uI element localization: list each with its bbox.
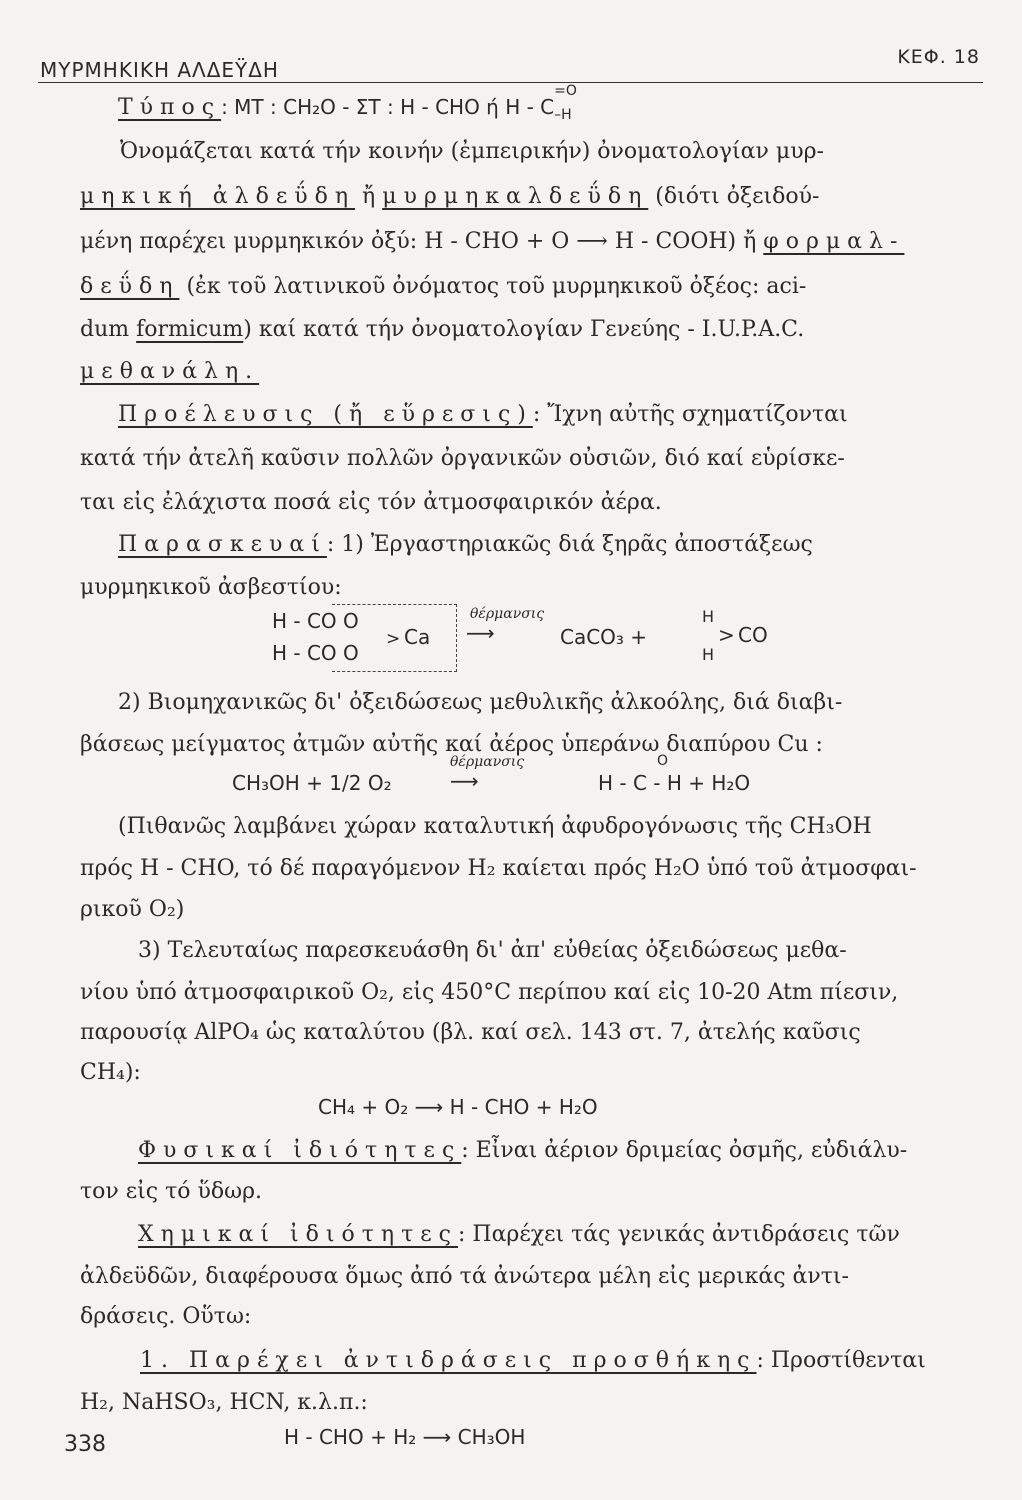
prep2-line-4: πρός H - CHO, τό δέ παραγόμενον H₂ καίεται πρός H₂O ὑπό τοῦ ἀτμοσφαι- [80, 856, 917, 881]
formula-text: : ΜΤ : CH₂O - ΣΤ : H - CHO ή H - C [221, 95, 555, 119]
naming-line-3 [80, 227, 982, 257]
prep3-line-1: 3) Τελευταίως παρεσκευάσθη δι' ἀπ' εὐθείας ὀξειδώσεως μεθα- [138, 938, 847, 963]
chemical-label: Χημικαί ἰδιότητες [138, 1222, 458, 1247]
prep-label: Παρασκευαί [118, 532, 327, 557]
naming-line-1: Ὀνομάζεται κατά τήν κοινήν (ἐμπειρικήν) ὀνοματολογίαν μυρ- [120, 139, 824, 164]
iupac-name: μεθανάλη. [80, 359, 260, 384]
chemical-line-1 [138, 1220, 982, 1250]
prep2-line-5: ρικοῦ O₂) [80, 897, 185, 922]
latin-origin: (ἐκ τοῦ λατινικοῦ ὀνόματος τοῦ μυρμηκικοῦ ὀξέος: aci- [179, 274, 807, 299]
naming-line-4 [80, 272, 982, 302]
physical-line-2: τον εἰς τό ὕδωρ. [80, 1179, 263, 1204]
aldehyde-group [554, 83, 584, 123]
origin-text-1: : Ἴχνη αὐτῆς σχηματίζονται [532, 402, 848, 427]
running-title: ΜΥΡΜΗΚΙΚΗ ΑΛΔΕΫΔΗ [40, 58, 279, 82]
prep2-line-3: (Πιθανῶς λαμβάνει χώραν καταλυτική ἀφυδρογόνωσις τῆς CH₃OH [118, 814, 872, 839]
item1-label: 1. Παρέχει ἀντιδράσεις προσθήκης [140, 1348, 757, 1373]
aldehyde-oxygen: =O [554, 83, 577, 99]
chemical-item-1-reagents: H₂, NaHSO₃, HCN, κ.λ.π.: [80, 1390, 368, 1415]
eq1-co: CO [738, 623, 768, 647]
origin-line-2: κατά τήν ἀτελῆ καῦσιν πολλῶν ὀργανικῶν οὐσιῶν, διό καί εὑρίσκε- [80, 446, 845, 471]
eq1-h-top: H [702, 607, 715, 626]
aldehyde-hydrogen: –H [554, 107, 572, 123]
eq3: CH₄ + O₂ ⟶ H - CHO + H₂O [318, 1095, 598, 1119]
formula-label: Τύπος [118, 95, 222, 120]
origin-line-1 [118, 400, 982, 430]
eq4: H - CHO + H₂ ⟶ CH₃OH [284, 1425, 526, 1449]
eq1-top-formate: H - CO O [272, 609, 359, 633]
prep2-line-2: βάσεως μείγματος ἀτμῶν αὐτῆς καί ἀέρος ὑπεράνω διαπύρου Cu : [80, 732, 823, 757]
physical-line-1 [138, 1136, 982, 1166]
prep2-line-1: 2) Βιομηχανικῶς δι' ὀξειδώσεως μεθυλικῆς ἀλκοόλης, διά διαβι- [118, 690, 843, 715]
eq2-arrow: ⟶ [450, 769, 479, 793]
prep-line-1 [118, 530, 982, 560]
eq2-arrow-label: θέρμανσις [450, 754, 525, 770]
physical-label: Φυσικαί ἰδιότητες [138, 1138, 462, 1163]
chemical-text-1: : Παρέχει τάς γενικάς ἀντιδράσεις τῶν [457, 1222, 900, 1247]
physical-text-1: : Εἶναι ἀέριον δριμείας ὀσμῆς, εὐδιάλυ- [461, 1138, 908, 1163]
eq1-bracket-2: > [718, 623, 735, 647]
naming-paren: (διότι ὀξειδού- [648, 184, 820, 209]
origin-label: Προέλευσις (ἤ εὕρεσις) [118, 402, 533, 427]
common-name-2: μυρμηκαλδεΰδη [382, 184, 649, 209]
eq2-reactants: CH₃OH + 1/2 O₂ [232, 771, 392, 795]
eq1-product: CaCO₃ + [560, 625, 648, 649]
naming-line-5 [80, 315, 982, 345]
eq1-bracket: > [386, 629, 401, 649]
chemical-item-1 [140, 1346, 982, 1376]
common-name-1: μηκική ἀλδεΰδη [80, 184, 356, 209]
chemical-line-3: δράσεις. Οὕτω: [80, 1304, 252, 1329]
oxidation-note: μένη παρέχει μυρμηκικόν ὀξύ: H - CHO + O ⟶ H - COOH) ἤ [80, 229, 764, 254]
eq1-arrow: ⟶ [466, 621, 495, 645]
eq1-bottom-formate: H - CO O [272, 641, 359, 665]
naming-or: ἤ [355, 184, 383, 209]
formaldehyde-name-part: φορμαλ- [763, 229, 905, 254]
prep-method-1: : 1) Ἐργαστηριακῶς διά ξηρᾶς ἀποστάξεως [326, 532, 813, 557]
naming-line-6 [80, 357, 982, 387]
eq1-h-bottom: H [702, 645, 715, 664]
latin-acidum: dum [80, 317, 137, 342]
prep-line-2: μυρμηκικοῦ ἀσβεστίου: [80, 575, 342, 600]
origin-line-3: ται εἰς ἐλάχιστα ποσά εἰς τόν ἀτμοσφαιρικόν ἀέρα. [80, 490, 662, 515]
item1-text: : Προστίθενται [756, 1348, 926, 1373]
eq2-oxygen: O [657, 753, 669, 769]
naming-line-2 [80, 182, 982, 212]
iupac-note: ) καί κατά τήν ὀνοματολογίαν Γενεύης - I.U.P.A.C. [243, 317, 805, 342]
prep3-line-3: παρουσίᾳ AlPO₄ ὡς καταλύτου (βλ. καί σελ. 143 στ. 7, ἀτελής καῦσις [80, 1020, 861, 1045]
eq1-calcium: Ca [404, 625, 431, 649]
prep3-line-2: νίου ὑπό ἀτμοσφαιρικοῦ O₂, εἰς 450°C περίπου καί εἰς 10-20 Atm πίεσιν, [80, 980, 899, 1005]
eq1-arrow-label: θέρμανσις [470, 606, 545, 622]
eq2-products: H - C - H + H₂O [598, 771, 751, 795]
chemical-line-2: ἀλδεϋδῶν, διαφέρουσα ὅμως ἀπό τά ἀνώτερα μέλη εἰς μερικάς ἀντι- [80, 1264, 849, 1289]
formaldehyde-name-end: δεΰδη [80, 274, 180, 299]
header-divider [38, 82, 983, 83]
latin-formicum: formicum [136, 317, 244, 342]
chapter-label: ΚΕΦ. 18 [897, 46, 980, 68]
formula-line [118, 83, 982, 123]
prep3-line-4: CH₄): [80, 1060, 141, 1085]
page-number: 338 [64, 1432, 106, 1457]
